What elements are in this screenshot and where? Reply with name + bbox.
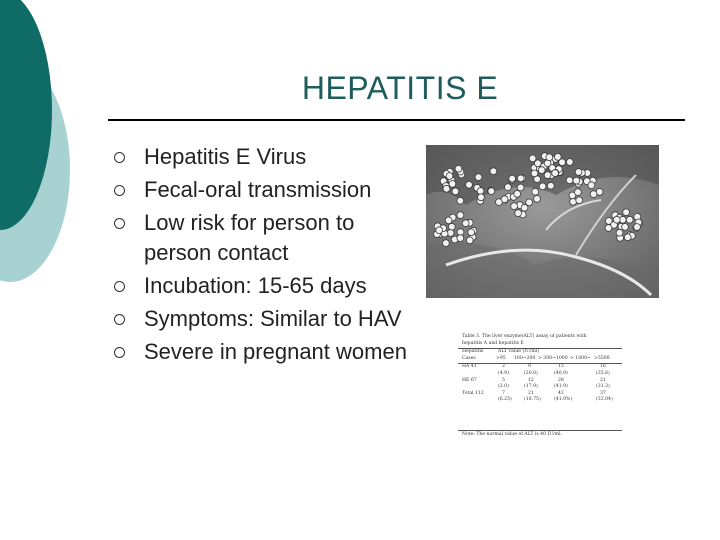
virus-particle — [570, 198, 577, 205]
bullet-item — [112, 142, 412, 172]
virus-particle — [505, 184, 512, 191]
bullet-item — [112, 271, 412, 301]
bullet-text: Symptoms: Similar to HAV — [144, 306, 402, 331]
virus-particle — [576, 197, 583, 204]
virus-particle — [443, 240, 450, 247]
corner-decoration — [0, 0, 120, 320]
virus-particle — [466, 181, 473, 188]
virus-particle — [605, 225, 612, 232]
bullet-circle-icon — [114, 185, 125, 196]
virus-particle — [624, 234, 631, 241]
virus-particle — [436, 227, 443, 234]
virus-particle — [552, 170, 559, 177]
virus-particle — [517, 184, 524, 191]
bullet-text: Fecal-oral transmission — [144, 177, 372, 202]
virus-particle — [554, 154, 561, 161]
virus-particle — [534, 160, 541, 167]
virus-particle — [468, 229, 475, 236]
virus-particle — [534, 196, 541, 203]
virus-particle — [515, 210, 522, 217]
virus-particle — [588, 182, 595, 189]
virus-particle — [466, 237, 473, 244]
bullet-list — [112, 142, 412, 370]
virus-particle — [575, 169, 582, 176]
bullet-circle-icon — [114, 218, 125, 229]
virus-particle — [539, 183, 546, 190]
virus-particle — [623, 209, 630, 216]
table-row-percent: (4.9) (20.0) (40.9) (35.6) — [498, 370, 610, 376]
bullet-item — [112, 208, 412, 268]
bullet-circle-icon — [114, 314, 125, 325]
virus-particle — [590, 191, 597, 198]
table-caption: hepatitis A and hepatitis E — [462, 340, 524, 346]
table-header-row: Cases >95 100~200 > 300~1000 > 1000~ >5500 — [462, 355, 610, 361]
virus-particle — [626, 216, 633, 223]
bullet-circle-icon — [114, 281, 125, 292]
virus-particle — [634, 224, 641, 231]
table-header-row: Hepatitis ALT value (IU/ml) — [462, 349, 540, 355]
virus-particle — [462, 220, 469, 227]
slide-title: HEPATITIS E — [301, 70, 499, 106]
virus-particle — [546, 154, 553, 161]
virus-particle — [566, 159, 573, 166]
bullet-item — [112, 175, 412, 205]
table-row: Total 112 7 21 43 37 — [462, 390, 606, 396]
virus-particle — [544, 172, 551, 179]
virus-particle — [521, 204, 528, 211]
virus-particle — [509, 175, 516, 182]
virus-particle — [613, 216, 620, 223]
virus-particle — [514, 191, 521, 198]
bullet-item — [112, 337, 412, 367]
virus-particle — [547, 182, 554, 189]
virus-particle — [622, 224, 629, 231]
virus-particle — [566, 177, 573, 184]
table-row-percent: (6.25) (18.75) (41.0%) (33.04) — [498, 397, 613, 403]
virus-micrograph-image — [426, 145, 659, 298]
virus-particle — [490, 168, 497, 175]
virus-particle — [457, 235, 464, 242]
virus-particle — [477, 188, 484, 195]
bullet-text: Severe in pregnant women — [144, 339, 407, 364]
table-note: Note: The normal value of ALT is 40 IU/ml. — [462, 432, 562, 437]
alt-assay-table-image — [458, 334, 622, 442]
virus-particle — [449, 181, 456, 188]
virus-particle — [452, 188, 459, 195]
table-caption: Table 3. The liver enzyme(ALT) assay of patients with — [462, 334, 587, 339]
virus-particle — [511, 203, 518, 210]
virus-particle — [446, 173, 453, 180]
table-row: HE 67 5 12 28 21 — [462, 377, 606, 383]
virus-particle — [478, 194, 485, 201]
bullet-item — [112, 304, 412, 334]
bullet-circle-icon — [114, 152, 125, 163]
virus-particle — [517, 175, 524, 182]
virus-particle — [488, 188, 495, 195]
virus-particle — [531, 170, 538, 177]
bullet-circle-icon — [114, 347, 125, 358]
virus-particle — [529, 155, 536, 162]
virus-particle — [501, 196, 508, 203]
virus-particle — [455, 165, 462, 172]
virus-particle — [616, 229, 623, 236]
virus-particle — [532, 188, 539, 195]
table-row: HA 41 2 9 15 16 — [462, 364, 606, 370]
virus-particle — [448, 223, 455, 230]
virus-particle — [445, 217, 452, 224]
virus-particle — [457, 197, 464, 204]
virus-particle — [457, 212, 464, 219]
title-underline — [108, 119, 685, 121]
bullet-text: Incubation: 15-65 days — [144, 273, 367, 298]
virus-particle — [475, 174, 482, 181]
table-row-percent: (2.0) (17.9) (41.9) (31.3) — [498, 384, 610, 390]
virus-particle — [443, 185, 450, 192]
virus-particle — [575, 189, 582, 196]
virus-particle — [573, 177, 580, 184]
bullet-text: Hepatitis E Virus — [144, 144, 307, 169]
virus-particle — [538, 167, 545, 174]
bullet-text: Low risk for person to person contact — [144, 210, 355, 265]
